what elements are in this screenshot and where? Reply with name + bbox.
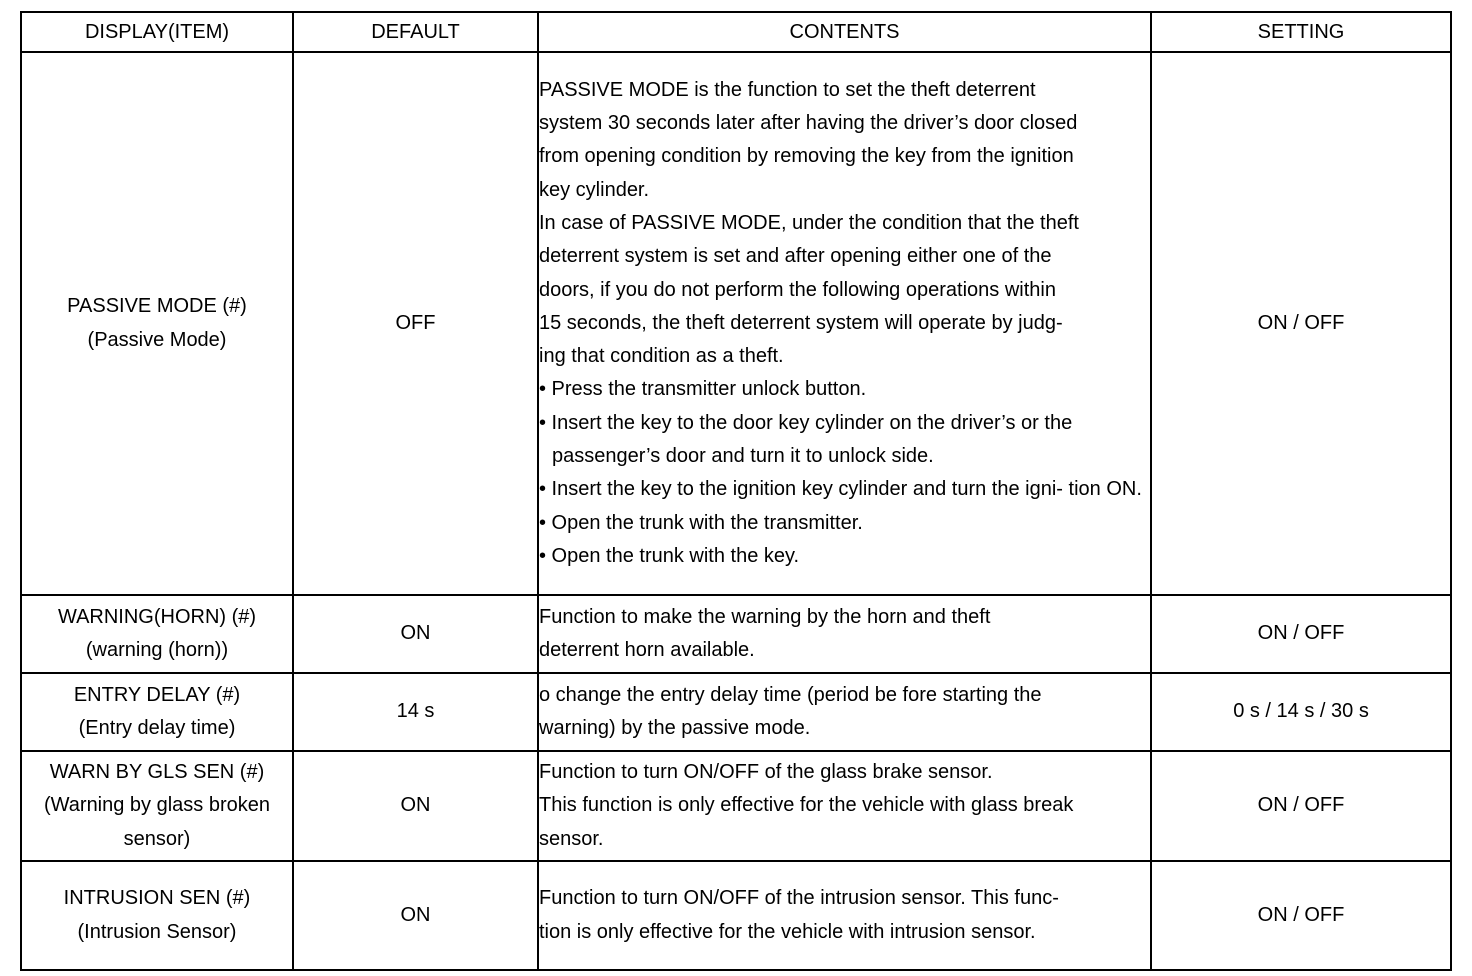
header-row	[21, 12, 1451, 52]
contents-line: Function to turn ON/OFF of the glass brake sensor.	[539, 761, 993, 784]
item-name: WARN BY GLS SEN (#)	[49, 761, 265, 784]
item-name: ENTRY DELAY (#)	[73, 683, 241, 706]
setting-value: ON / OFF	[1151, 751, 1451, 861]
header-display-item: DISPLAY(ITEM)	[21, 12, 293, 52]
item-description: (Intrusion Sensor)	[77, 920, 237, 943]
contents-line: deterrent system is set and after opening either one of the	[539, 245, 1052, 268]
item-description-cont: sensor)	[123, 827, 191, 850]
table-row-entry-delay	[21, 673, 1451, 751]
settings-table	[20, 11, 1452, 971]
item-name: WARNING(HORN) (#)	[57, 605, 257, 628]
contents-line: tion is only effective for the vehicle with intrusion sensor.	[539, 920, 1036, 943]
table-row-warn-by-gls-sen	[21, 751, 1451, 861]
contents-line: doors, if you do not perform the following operations within	[539, 278, 1056, 301]
contents-line: This function is only effective for the vehicle with glass break	[539, 794, 1074, 817]
default-value: OFF	[293, 52, 538, 595]
setting-value: ON / OFF	[1151, 52, 1451, 595]
item-name: INTRUSION SEN (#)	[63, 887, 251, 910]
contents-line: ing that condition as a theft.	[539, 345, 784, 368]
bullet-item: • Insert the key to the ignition key cylinder and turn the igni- tion ON.	[539, 478, 1142, 501]
setting-value: ON / OFF	[1151, 861, 1451, 970]
item-cell	[21, 595, 293, 673]
contents-cell	[538, 673, 1151, 751]
contents-line: from opening condition by removing the key from the ignition	[539, 145, 1074, 168]
item-cell	[21, 52, 293, 595]
bullet-item: • Open the trunk with the transmitter.	[539, 511, 863, 534]
default-value: ON	[293, 595, 538, 673]
item-description: (warning (horn))	[85, 639, 229, 661]
setting-value: 0 s / 14 s / 30 s	[1151, 673, 1451, 751]
contents-line: 15 seconds, the theft deterrent system will operate by judg-	[539, 311, 1063, 334]
table-row-warning-horn	[21, 595, 1451, 673]
contents-line: sensor.	[539, 827, 604, 850]
table-row-intrusion-sen	[21, 861, 1451, 970]
contents-cell	[538, 861, 1151, 970]
header-contents: CONTENTS	[538, 12, 1151, 52]
contents-line: warning) by the passive mode.	[539, 717, 811, 739]
contents-cell	[538, 751, 1151, 861]
contents-cell	[538, 595, 1151, 673]
bullet-item: • Press the transmitter unlock button.	[539, 378, 867, 401]
header-default: DEFAULT	[293, 12, 538, 52]
contents-line: Function to make the warning by the horn and theft	[539, 605, 991, 628]
contents-line: PASSIVE MODE is the function to set the theft deterrent	[539, 78, 1036, 101]
table-row-passive-mode	[21, 52, 1451, 595]
bullet-item: • Insert the key to the door key cylinder on the driver’s or the passenger’s door and turn it to unlock side.	[539, 411, 1073, 468]
bullet-item: • Open the trunk with the key.	[539, 544, 800, 567]
contents-line: Function to turn ON/OFF of the intrusion sensor. This func-	[539, 887, 1059, 910]
contents-line: key cylinder.	[539, 178, 650, 201]
setting-value: ON / OFF	[1151, 595, 1451, 673]
contents-line: system 30 seconds later after having the driver’s door closed	[539, 112, 1078, 135]
default-value: 14 s	[293, 673, 538, 751]
contents-line: o change the entry delay time (period be fore starting the	[539, 683, 1042, 706]
contents-cell	[538, 52, 1151, 595]
item-name: PASSIVE MODE (#)	[67, 295, 247, 318]
item-description: (Entry delay time)	[78, 717, 236, 739]
item-cell	[21, 751, 293, 861]
contents-line: deterrent horn available.	[539, 639, 755, 661]
item-description: (Passive Mode)	[87, 328, 227, 351]
default-value: ON	[293, 751, 538, 861]
contents-line: In case of PASSIVE MODE, under the condition that the theft	[539, 211, 1079, 234]
header-setting: SETTING	[1151, 12, 1451, 52]
item-description: (Warning by glass broken	[43, 794, 271, 817]
item-cell	[21, 673, 293, 751]
default-value: ON	[293, 861, 538, 970]
item-cell	[21, 861, 293, 970]
